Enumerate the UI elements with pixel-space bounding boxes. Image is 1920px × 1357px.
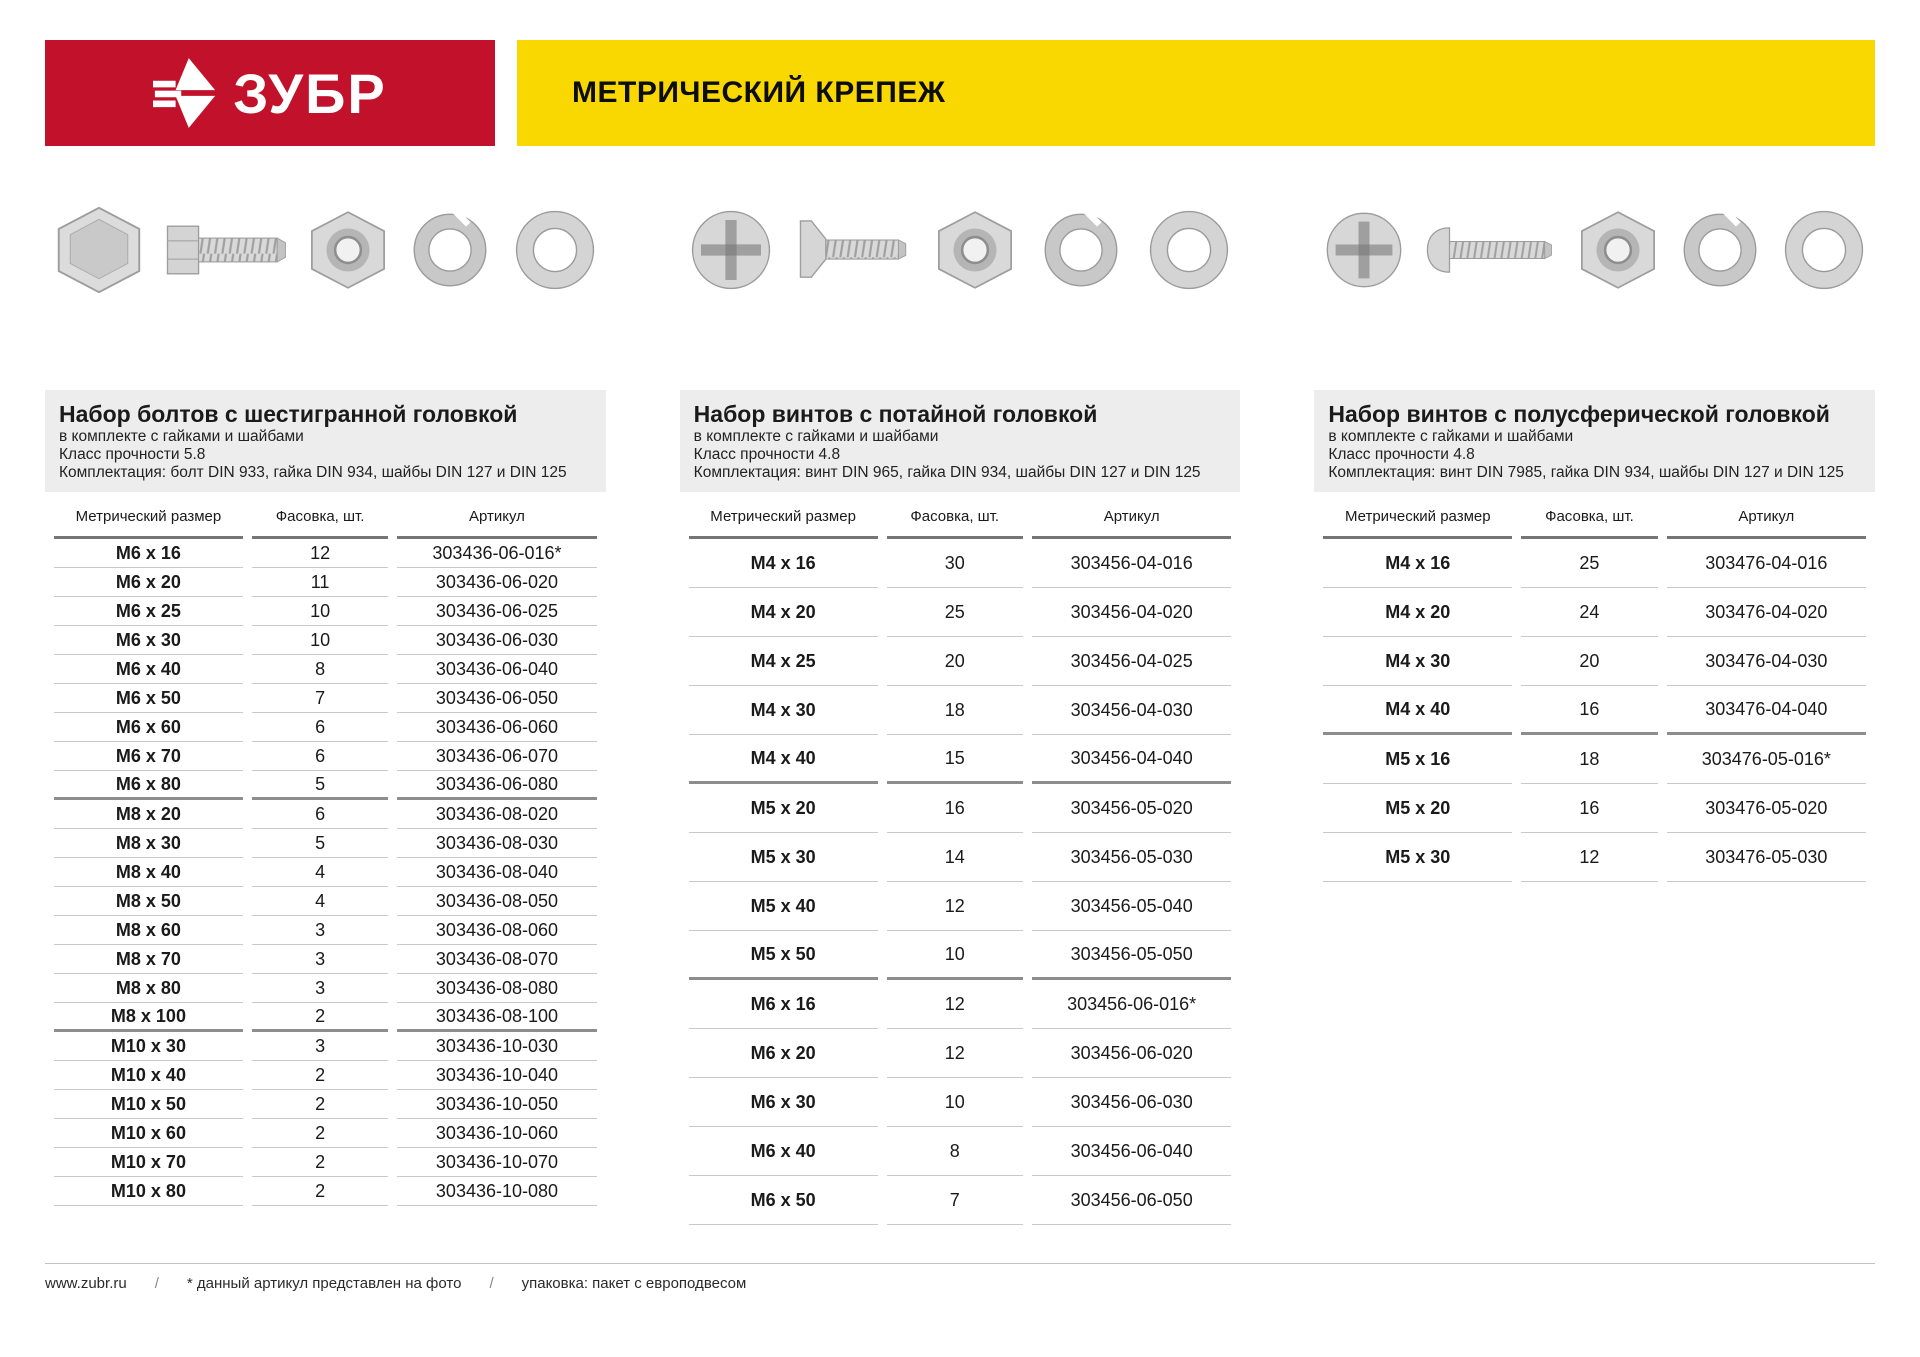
cell-size: М8 х 80 — [54, 974, 243, 1003]
cell-size: М10 х 30 — [54, 1032, 243, 1061]
cell-qty: 3 — [252, 974, 388, 1003]
table-row — [54, 539, 597, 568]
spring-washer-icon — [1037, 206, 1125, 294]
page-title: МЕТРИЧЕСКИЙ КРЕПЕЖ — [572, 76, 946, 109]
cell-qty: 4 — [252, 887, 388, 916]
hex-bolt-head-icon — [51, 204, 147, 296]
cell-size: М4 х 20 — [689, 588, 878, 637]
cell-qty: 24 — [1521, 588, 1657, 637]
cell-size: М4 х 30 — [1323, 637, 1512, 686]
cell-article: 303456-04-025 — [1032, 637, 1231, 686]
flat-washer-icon — [1779, 205, 1869, 295]
cell-size: М8 х 20 — [54, 800, 243, 829]
hex-nut-icon — [1575, 208, 1661, 292]
cell-article: 303456-05-030 — [1032, 833, 1231, 882]
hex-nut-icon — [932, 208, 1018, 292]
table-row — [689, 1176, 1232, 1225]
spring-washer-icon — [1676, 206, 1764, 294]
table-row — [1323, 637, 1866, 686]
cell-qty: 12 — [1521, 833, 1657, 882]
footer — [45, 1263, 1875, 1292]
cell-qty: 11 — [252, 568, 388, 597]
column-header-article: Артикул — [1667, 496, 1866, 539]
table-row — [1323, 833, 1866, 882]
cell-qty: 7 — [252, 684, 388, 713]
cell-qty: 3 — [252, 1032, 388, 1061]
cell-qty: 6 — [252, 742, 388, 771]
pan-screw-head-icon — [1320, 206, 1408, 294]
cell-size: М5 х 40 — [689, 882, 878, 931]
cell-article: 303436-06-040 — [397, 655, 596, 684]
cell-size: М6 х 30 — [54, 626, 243, 655]
cell-qty: 25 — [887, 588, 1023, 637]
column-header-qty: Фасовка, шт. — [252, 496, 388, 539]
cell-article: 303436-08-070 — [397, 945, 596, 974]
cell-article: 303456-04-016 — [1032, 539, 1231, 588]
cell-article: 303436-10-050 — [397, 1090, 596, 1119]
table-row — [1323, 735, 1866, 784]
set-components: Комплектация: винт DIN 965, гайка DIN 934, шайбы DIN 127 и DIN 125 — [693, 464, 1201, 481]
cell-article: 303436-10-030 — [397, 1032, 596, 1061]
set-subtitle: в комплекте с гайками и шайбами — [59, 428, 304, 445]
cell-article: 303456-04-020 — [1032, 588, 1231, 637]
footer-separator: / — [489, 1275, 494, 1292]
cell-article: 303476-04-016 — [1667, 539, 1866, 588]
cell-article: 303456-06-040 — [1032, 1127, 1231, 1176]
cell-article: 303436-08-080 — [397, 974, 596, 1003]
set-subtitle: в комплекте с гайками и шайбами — [1328, 428, 1574, 445]
table-row — [54, 1032, 597, 1061]
cell-size: М6 х 30 — [689, 1078, 878, 1127]
table-row — [689, 1127, 1232, 1176]
cell-article: 303456-06-016* — [1032, 980, 1231, 1029]
cell-size: М8 х 40 — [54, 858, 243, 887]
table-row — [689, 931, 1232, 980]
table-row — [54, 1090, 597, 1119]
cell-article: 303476-05-016* — [1667, 735, 1866, 784]
table-row — [689, 686, 1232, 735]
cell-article: 303436-08-060 — [397, 916, 596, 945]
cell-qty: 16 — [1521, 784, 1657, 833]
cell-article: 303456-04-030 — [1032, 686, 1231, 735]
table-row — [54, 800, 597, 829]
column-header-size: Метрический размер — [689, 496, 878, 539]
cell-size: М6 х 16 — [689, 980, 878, 1029]
column-header-size: Метрический размер — [1323, 496, 1512, 539]
cell-article: 303456-06-020 — [1032, 1029, 1231, 1078]
cell-article: 303476-04-020 — [1667, 588, 1866, 637]
cell-size: М8 х 50 — [54, 887, 243, 916]
cell-size: М5 х 30 — [689, 833, 878, 882]
table-header-row — [689, 496, 1232, 539]
cell-article: 303436-10-040 — [397, 1061, 596, 1090]
cell-size: М8 х 70 — [54, 945, 243, 974]
cell-size: М6 х 50 — [689, 1176, 878, 1225]
cell-qty: 2 — [252, 1061, 388, 1090]
cell-size: М4 х 16 — [689, 539, 878, 588]
column-header-qty: Фасовка, шт. — [887, 496, 1023, 539]
cell-article: 303436-10-080 — [397, 1177, 596, 1206]
cell-article: 303436-10-070 — [397, 1148, 596, 1177]
cell-article: 303476-04-030 — [1667, 637, 1866, 686]
cell-size: М5 х 16 — [1323, 735, 1512, 784]
table-row — [689, 539, 1232, 588]
cell-article: 303436-08-100 — [397, 1003, 596, 1032]
table-row — [54, 829, 597, 858]
set-strength-class: Класс прочности 4.8 — [1328, 446, 1475, 463]
fastener-table — [1314, 496, 1875, 882]
cell-qty: 2 — [252, 1177, 388, 1206]
cell-qty: 10 — [252, 626, 388, 655]
cell-qty: 20 — [1521, 637, 1657, 686]
cell-qty: 5 — [252, 829, 388, 858]
cell-size: М5 х 20 — [689, 784, 878, 833]
header-band — [45, 40, 1875, 146]
footer-separator: / — [154, 1275, 159, 1292]
column-header-article: Артикул — [1032, 496, 1231, 539]
table-row — [54, 684, 597, 713]
cell-article: 303456-06-050 — [1032, 1176, 1231, 1225]
cell-article: 303436-06-025 — [397, 597, 596, 626]
set-title: Набор винтов с полусферической головкой — [1328, 401, 1830, 427]
cell-qty: 25 — [1521, 539, 1657, 588]
set-subtitle: в комплекте с гайками и шайбами — [693, 428, 939, 445]
cell-qty: 10 — [887, 931, 1023, 980]
table-row — [689, 784, 1232, 833]
cell-qty: 2 — [252, 1090, 388, 1119]
photo-article-note: * данный артикул представлен на фото — [186, 1275, 462, 1292]
table-row — [689, 980, 1232, 1029]
table-row — [54, 655, 597, 684]
table-row — [54, 713, 597, 742]
table-row — [689, 1078, 1232, 1127]
cell-qty: 18 — [887, 686, 1023, 735]
flat-washer-icon — [510, 205, 600, 295]
cell-size: М10 х 40 — [54, 1061, 243, 1090]
cell-size: М10 х 80 — [54, 1177, 243, 1206]
product-column-countersunk-screws — [680, 182, 1241, 1225]
cell-size: М5 х 20 — [1323, 784, 1512, 833]
set-strength-class: Класс прочности 5.8 — [59, 446, 206, 463]
table-row — [54, 916, 597, 945]
pan-head-screw-icon — [1424, 213, 1560, 287]
table-row — [54, 1177, 597, 1206]
cell-size: М4 х 40 — [1323, 686, 1512, 735]
cell-qty: 12 — [887, 980, 1023, 1029]
cell-qty: 8 — [252, 655, 388, 684]
cell-qty: 12 — [252, 539, 388, 568]
cell-article: 303476-05-030 — [1667, 833, 1866, 882]
table-header-row — [1323, 496, 1866, 539]
cell-size: М6 х 80 — [54, 771, 243, 800]
cell-size: М8 х 60 — [54, 916, 243, 945]
table-row — [54, 1061, 597, 1090]
cell-size: М6 х 40 — [689, 1127, 878, 1176]
cell-size: М5 х 30 — [1323, 833, 1512, 882]
brand-name: ЗУБР — [233, 61, 387, 125]
cell-article: 303436-08-050 — [397, 887, 596, 916]
set-components: Комплектация: болт DIN 933, гайка DIN 934, шайбы DIN 127 и DIN 125 — [59, 464, 567, 481]
cell-qty: 16 — [1521, 686, 1657, 735]
cell-qty: 10 — [252, 597, 388, 626]
product-photos — [680, 182, 1241, 318]
cell-size: М6 х 60 — [54, 713, 243, 742]
cell-article: 303456-06-030 — [1032, 1078, 1231, 1127]
cell-size: М6 х 70 — [54, 742, 243, 771]
countersunk-screw-head-icon — [686, 205, 776, 295]
cell-qty: 4 — [252, 858, 388, 887]
table-row — [54, 742, 597, 771]
cell-qty: 3 — [252, 945, 388, 974]
table-row — [689, 833, 1232, 882]
table-row — [689, 637, 1232, 686]
table-row — [54, 858, 597, 887]
table-row — [1323, 539, 1866, 588]
table-row — [54, 1148, 597, 1177]
cell-qty: 6 — [252, 713, 388, 742]
cell-qty: 3 — [252, 916, 388, 945]
cell-qty: 15 — [887, 735, 1023, 784]
cell-size: М6 х 40 — [54, 655, 243, 684]
product-photos — [1314, 182, 1875, 318]
cell-size: М6 х 20 — [54, 568, 243, 597]
cell-article: 303436-06-016* — [397, 539, 596, 568]
cell-qty: 8 — [887, 1127, 1023, 1176]
cell-qty: 20 — [887, 637, 1023, 686]
site-url[interactable]: www.zubr.ru — [45, 1275, 127, 1292]
cell-article: 303436-08-030 — [397, 829, 596, 858]
table-row — [54, 597, 597, 626]
table-row — [54, 887, 597, 916]
cell-qty: 7 — [887, 1176, 1023, 1225]
cell-article: 303456-05-050 — [1032, 931, 1231, 980]
table-row — [1323, 686, 1866, 735]
cell-qty: 12 — [887, 1029, 1023, 1078]
cell-article: 303476-04-040 — [1667, 686, 1866, 735]
cell-size: М10 х 50 — [54, 1090, 243, 1119]
table-row — [54, 626, 597, 655]
spring-washer-icon — [406, 206, 494, 294]
table-row — [1323, 784, 1866, 833]
cell-size: М8 х 30 — [54, 829, 243, 858]
product-column-pan-head-screws — [1314, 182, 1875, 882]
cell-qty: 5 — [252, 771, 388, 800]
cell-article: 303436-06-030 — [397, 626, 596, 655]
cell-article: 303436-06-070 — [397, 742, 596, 771]
cell-qty: 12 — [887, 882, 1023, 931]
cell-article: 303436-06-020 — [397, 568, 596, 597]
cell-qty: 16 — [887, 784, 1023, 833]
package-note: упаковка: пакет с европодвесом — [521, 1275, 747, 1292]
cell-size: М6 х 16 — [54, 539, 243, 568]
flat-washer-icon — [1144, 205, 1234, 295]
set-title: Набор болтов с шестигранной головкой — [59, 401, 518, 427]
page-title-box — [517, 40, 1875, 146]
cell-size: М4 х 25 — [689, 637, 878, 686]
column-header-qty: Фасовка, шт. — [1521, 496, 1657, 539]
cell-size: М6 х 50 — [54, 684, 243, 713]
table-header-row — [54, 496, 597, 539]
cell-size: М5 х 50 — [689, 931, 878, 980]
zubr-bison-logo-icon — [153, 56, 217, 130]
table-row — [54, 771, 597, 800]
cell-qty: 2 — [252, 1119, 388, 1148]
cell-qty: 6 — [252, 800, 388, 829]
cell-article: 303456-05-020 — [1032, 784, 1231, 833]
table-row — [54, 1003, 597, 1032]
cell-size: М4 х 20 — [1323, 588, 1512, 637]
cell-qty: 2 — [252, 1003, 388, 1032]
cell-qty: 10 — [887, 1078, 1023, 1127]
cell-size: М10 х 60 — [54, 1119, 243, 1148]
countersunk-screw-icon — [795, 208, 913, 292]
cell-size: М4 х 16 — [1323, 539, 1512, 588]
hex-bolt-icon — [162, 204, 290, 296]
table-row — [689, 882, 1232, 931]
cell-size: М8 х 100 — [54, 1003, 243, 1032]
set-title: Набор винтов с потайной головкой — [693, 401, 1098, 427]
table-row — [54, 568, 597, 597]
cell-size: М10 х 70 — [54, 1148, 243, 1177]
table-row — [1323, 588, 1866, 637]
cell-qty: 14 — [887, 833, 1023, 882]
set-strength-class: Класс прочности 4.8 — [693, 446, 841, 463]
hex-nut-icon — [305, 208, 391, 292]
table-row — [689, 735, 1232, 784]
cell-qty: 2 — [252, 1148, 388, 1177]
column-header-size: Метрический размер — [54, 496, 243, 539]
product-photos — [45, 182, 606, 318]
table-row — [689, 588, 1232, 637]
cell-article: 303456-04-040 — [1032, 735, 1231, 784]
cell-size: М4 х 30 — [689, 686, 878, 735]
cell-size: М4 х 40 — [689, 735, 878, 784]
set-info-box — [680, 390, 1241, 492]
fastener-table — [680, 496, 1241, 1225]
table-row — [54, 974, 597, 1003]
column-header-article: Артикул — [397, 496, 596, 539]
cell-size: М6 х 20 — [689, 1029, 878, 1078]
cell-qty: 30 — [887, 539, 1023, 588]
cell-article: 303436-10-060 — [397, 1119, 596, 1148]
table-row — [54, 945, 597, 974]
product-column-hex-bolts — [45, 182, 606, 1206]
cell-article: 303436-08-020 — [397, 800, 596, 829]
table-row — [54, 1119, 597, 1148]
fastener-table — [45, 496, 606, 1206]
cell-article: 303436-06-060 — [397, 713, 596, 742]
brand-logo-box — [45, 40, 495, 146]
cell-size: М6 х 25 — [54, 597, 243, 626]
cell-qty: 18 — [1521, 735, 1657, 784]
table-row — [689, 1029, 1232, 1078]
cell-article: 303436-06-080 — [397, 771, 596, 800]
set-info-box — [45, 390, 606, 492]
cell-article: 303436-06-050 — [397, 684, 596, 713]
cell-article: 303456-05-040 — [1032, 882, 1231, 931]
cell-article: 303436-08-040 — [397, 858, 596, 887]
cell-article: 303476-05-020 — [1667, 784, 1866, 833]
set-info-box — [1314, 390, 1875, 492]
set-components: Комплектация: винт DIN 7985, гайка DIN 934, шайбы DIN 127 и DIN 125 — [1328, 464, 1844, 481]
